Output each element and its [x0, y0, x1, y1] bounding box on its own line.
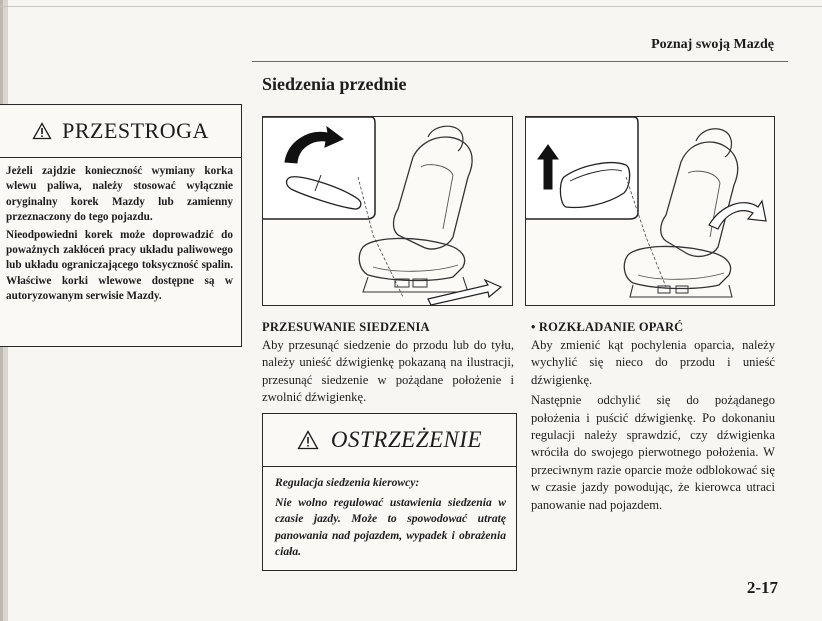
- running-header: Poznaj swoją Mazdę: [651, 37, 774, 52]
- page-top-edge: [0, 6, 822, 7]
- seat-slide-illustration: [262, 116, 513, 306]
- warning-box: [262, 413, 517, 571]
- recline-paragraph: Następnie odchylić się do pożądanego położenia i puścić dźwigienkę. Po dokonaniu regulacji należy sprawdzić, czy dźwigienka wróciła do swojego pierwotnego położenia. W przeciwnym razie oparcie może odblokować się w czasie jazdy powodując, że kierowca utraci panowanie nad pojazdem.: [531, 393, 775, 512]
- caution-paragraph: Jeżeli zajdzie konieczność wymiany korka wlewu paliwa, należy stosować wyłącznie oryginalny korek Mazdy lub zamienny przeznaczony do tego pojazdu.: [6, 165, 233, 224]
- header-rule: [252, 61, 788, 62]
- section-title: Siedzenia przednie: [262, 74, 407, 94]
- seat-slide-heading: PRZESUWANIE SIEDZENIA: [262, 320, 430, 334]
- warning-paragraph: Nie wolno regulować ustawienia siedzenia w czasie jazdy. Może to spowodować utratę panowania nad pojazdem, wypadek i obrażenia ciała.: [275, 496, 506, 558]
- seat-slide-paragraph: Aby przesunąć siedzenie do przodu lub do tyłu, należy unieść dźwigienkę pokazaną na ilustracji, przesunąć siedzenie w pożądane położenie i zwolnić dźwigienkę.: [262, 338, 514, 405]
- caution-box: [0, 104, 242, 347]
- warning-subtitle: Regulacja siedzenia kierowcy:: [275, 476, 420, 489]
- caution-text: [0, 158, 241, 305]
- recline-text: [531, 337, 775, 517]
- warning-triangle-icon: [297, 430, 319, 450]
- caution-title: PRZESTROGA: [62, 118, 209, 143]
- recline-paragraph: Aby zmienić kąt pochylenia oparcia, należy wychylić się nieco do przodu i unieść dźwigienkę.: [531, 338, 775, 387]
- warning-text: [263, 467, 516, 560]
- page-number: 2-17: [746, 578, 778, 597]
- warning-header: [263, 414, 516, 467]
- warning-title: OSTRZEŻENIE: [330, 427, 483, 452]
- caution-paragraph: Nieodpowiedni korek może doprowadzić do poważnych zakłóceń pracy układu paliwowego lub układu ograniczającego toksyczność spalin. Właściwe korki wlewowe dostępne są w autoryzowanym serwisie Mazdy.: [6, 228, 233, 303]
- caution-header: [0, 105, 241, 158]
- seat-slide-text: [262, 337, 514, 410]
- warning-triangle-icon: [32, 122, 52, 140]
- seat-recline-illustration: [525, 116, 775, 306]
- recline-heading: • ROZKŁADANIE OPARĆ: [531, 320, 684, 334]
